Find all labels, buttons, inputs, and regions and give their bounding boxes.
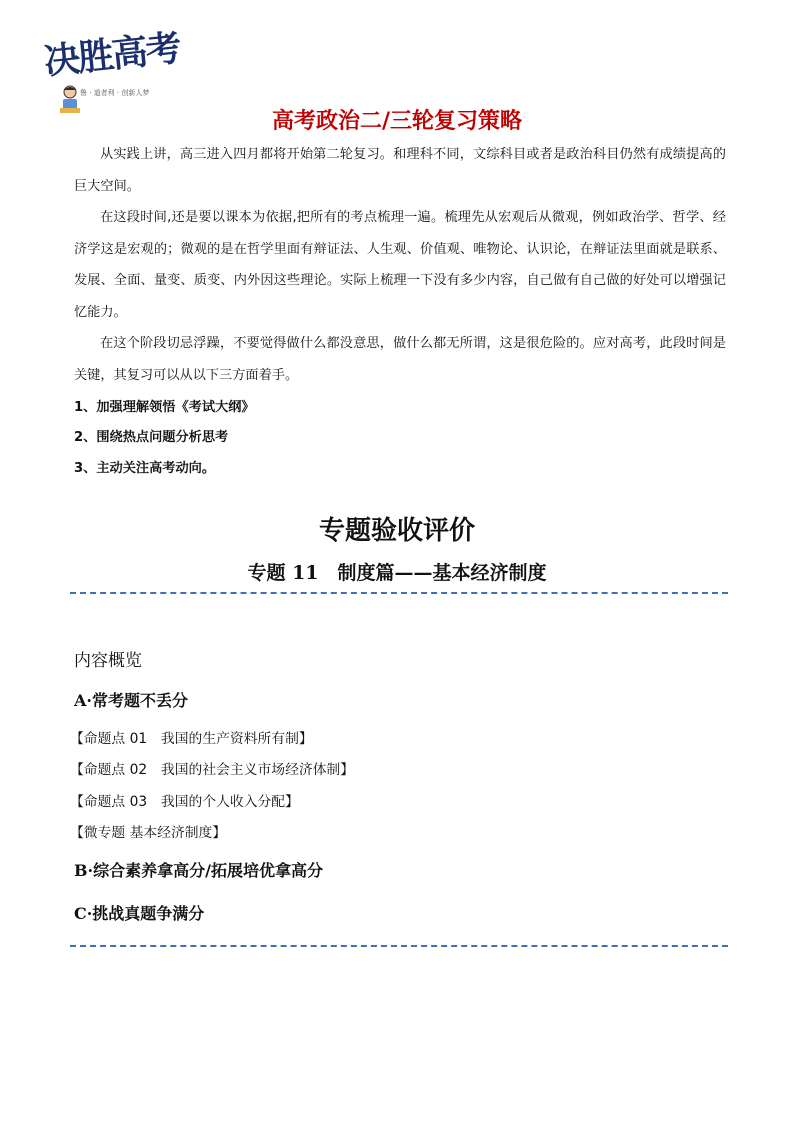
intro-paragraph-1: 从实践上讲，高三进入四月都将开始第二轮复习。和理科不同，文综科目或者是政治科目仍然有成绩提高的巨大空间。	[74, 147, 726, 194]
divider-bottom	[70, 945, 728, 947]
point-item-3: 【命题点 03 我国的个人收入分配】	[70, 794, 299, 810]
intro-paragraph-2: 在这段时间,还是要以课本为依据,把所有的考点梳理一遍。梳理先从宏观后从微观，例如政治学、哲学、经济学这是宏观的；微观的是在哲学里面有辩证法、人生观、价值观、唯物论、认识论，在辩证法里面就是联系、发展、全面、量变、质变、内外因这些理论。实际上梳理一下没有多少内容，自己做有自己做的好处可以增强记忆能力。	[74, 210, 726, 320]
category-a-heading: A·常考题不丢分	[74, 691, 188, 710]
section-subtitle: 专题 11 制度篇——基本经济制度	[247, 562, 547, 584]
strategy-item-2: 2、围绕热点问题分析思考	[74, 430, 229, 445]
point-item-1: 【命题点 01 我国的生产资料所有制】	[70, 731, 313, 747]
category-b-heading: B·综合素养拿高分/拓展培优拿高分	[74, 861, 323, 880]
point-item-2: 【命题点 02 我国的社会主义市场经济体制】	[70, 762, 355, 778]
overview-heading: 内容概览	[74, 651, 142, 671]
logo-slogan: 鲁 · 道者利 · 创新人梦	[80, 89, 150, 97]
page-title	[0, 104, 794, 135]
logo-text: 决胜高考	[42, 28, 182, 83]
intro-paragraph-3: 在这个阶段切忌浮躁，不要觉得做什么都没意思，做什么都无所谓，这是很危险的。应对高考，此段时间是关键，其复习可以从以下三方面着手。	[74, 336, 726, 383]
page-title-text: 高考政治二/三轮复习策略	[271, 109, 523, 134]
strategy-item-1: 1、加强理解领悟《考试大纲》	[74, 400, 255, 415]
category-c-heading: C·挑战真题争满分	[74, 904, 205, 923]
section-title: 专题验收评价	[318, 516, 475, 546]
strategy-item-3: 3、主动关注高考动向。	[74, 461, 216, 476]
divider-top	[70, 592, 728, 594]
point-item-4: 【微专题 基本经济制度】	[70, 825, 227, 841]
